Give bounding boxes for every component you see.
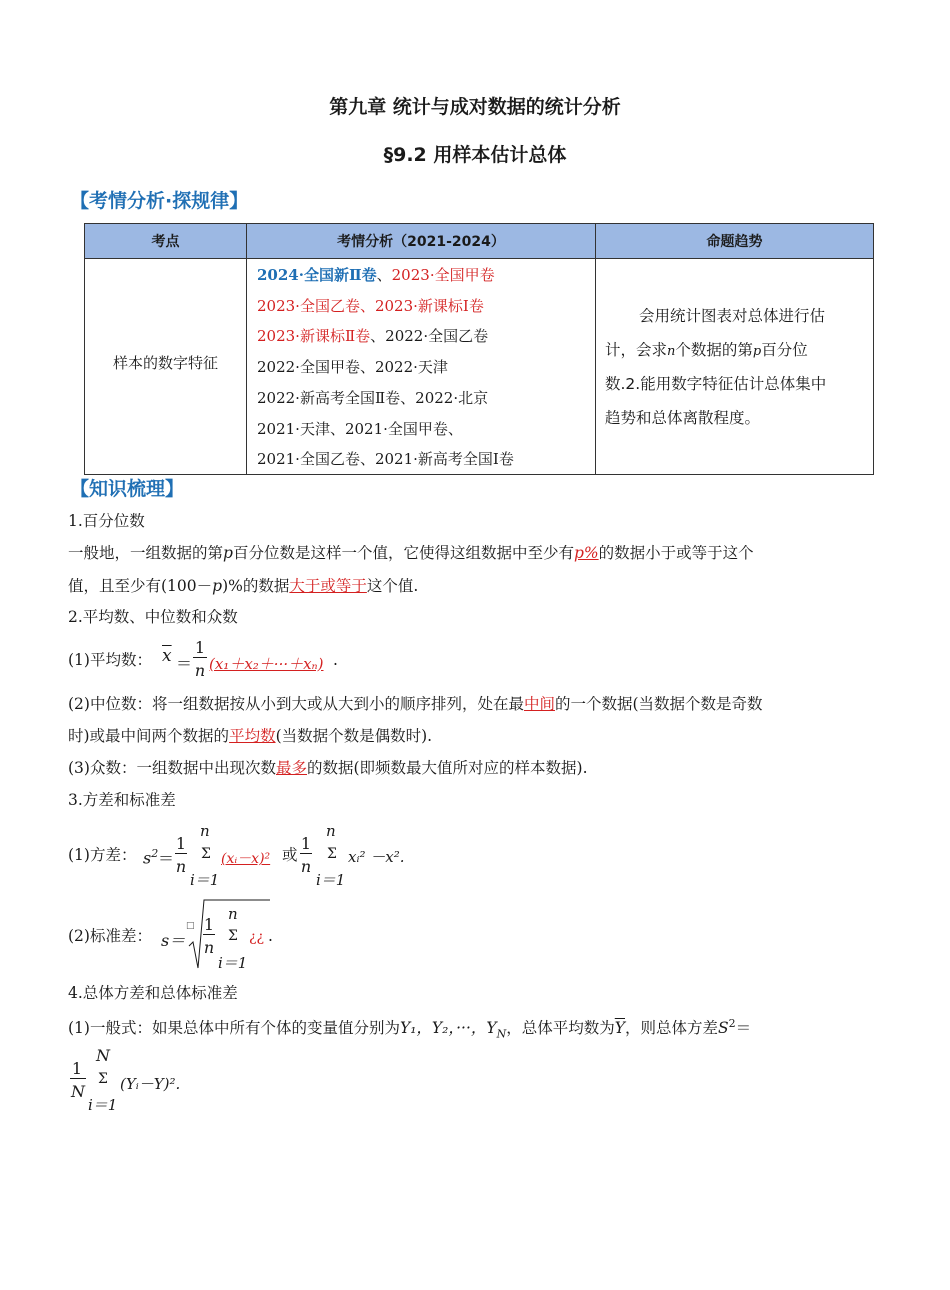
answer-p-percent: p%: [573, 544, 599, 562]
text: (1)一般式：如果总体中所有个体的变量值分别为: [68, 1019, 400, 1038]
trend-line-2: [605, 338, 808, 360]
median-line-2: [68, 729, 432, 745]
exam-line-7: [257, 448, 514, 469]
var-answer: (xᵢ－x)²: [221, 851, 271, 867]
sd-garbled: ¿¿: [249, 929, 265, 945]
text: 的数据小于或等于这个: [598, 544, 754, 562]
exam-line-3: [257, 325, 488, 346]
chapter-title: 第九章 统计与成对数据的统计分析: [329, 96, 621, 118]
exam-sep: 、: [359, 450, 375, 468]
exam-name: 2022·北京: [415, 389, 489, 407]
exam-sep: 、: [400, 389, 416, 407]
exam-name: 2023·新课标Ⅱ卷: [257, 327, 371, 345]
text: 值，且至少有(100－: [68, 577, 213, 595]
table-row: [85, 259, 874, 475]
analysis-heading: 【考情分析·探规律】: [70, 190, 249, 212]
text: )%的数据: [222, 577, 290, 595]
exam-sep: 、: [359, 358, 375, 376]
trend-line-3: 数.2.能用数字特征估计总体集中: [605, 375, 827, 393]
s1-line-1: [68, 546, 754, 562]
exam-sep: 、: [370, 327, 386, 345]
mean-eq: ＝: [176, 654, 193, 673]
exam-line-4: [257, 356, 448, 377]
pop-frac-num: 1: [71, 1059, 83, 1078]
mean-frac-line: [193, 657, 207, 658]
var-s: $s^2$: [143, 847, 159, 868]
var2-sum-upper: n: [326, 822, 336, 840]
col-analysis-header: 考情分析（2021-2024）: [247, 224, 596, 259]
exam-name: 2024·全国新Ⅱ卷: [257, 266, 377, 284]
trend-var-p: p: [752, 344, 762, 359]
exam-cell: [247, 259, 596, 475]
pop-frac-den: N: [71, 1082, 85, 1101]
var2-tail: xᵢ² －x².: [348, 848, 405, 866]
sd-frac-num: 1: [203, 915, 215, 934]
topic-text: 样本的数字特征: [112, 354, 218, 372]
trend-var-n: n: [667, 344, 676, 359]
table-header-row: [85, 224, 874, 259]
sd-sum-lower: i＝1: [218, 954, 248, 972]
s3-title: 3.方差和标准差: [68, 791, 176, 809]
sd-end: .: [268, 927, 273, 945]
pop-ybar: $\overline{Y}$: [614, 1019, 625, 1038]
pop-values: Y₁，Y₂，···，Y: [399, 1019, 497, 1038]
var-frac-den: n: [175, 857, 187, 876]
answer-most: 最多: [275, 759, 307, 777]
topic-cell: [85, 259, 247, 475]
exam-name: 2022·天津: [374, 358, 448, 376]
text: 时)或最中间两个数据的: [68, 727, 230, 745]
text: (当数据个数是偶数时).: [275, 727, 433, 745]
sd-s: s＝: [161, 931, 186, 950]
mean-xbar: $\overline{x}$: [162, 646, 172, 666]
exam-line-1: [257, 264, 495, 285]
sigma-icon: Σ: [327, 846, 337, 862]
exam-name: 2022·全国甲卷: [257, 358, 360, 376]
var-sum-lower: i＝1: [190, 871, 220, 889]
s1-line-2: [68, 579, 418, 595]
exam-sep: 、: [376, 266, 392, 284]
text: 的数据(即频数最大值所对应的样本数据).: [306, 759, 588, 777]
sd-label: (2)标准差：: [68, 927, 152, 945]
pop-body: (Yᵢ－Y)².: [120, 1075, 181, 1093]
median-line-1: [68, 697, 763, 713]
var2-sum-lower: i＝1: [316, 871, 346, 889]
pop-S: S: [718, 1019, 729, 1038]
mean-frac-den: n: [194, 661, 206, 680]
var-frac-num: 1: [175, 834, 187, 853]
pop-frac-line: [70, 1078, 86, 1079]
var2-frac-line: [300, 853, 312, 854]
exam-name: 2022·新高考全国Ⅱ卷: [257, 389, 401, 407]
trend-text: 计，会求: [605, 341, 668, 359]
section-title: §9.2 用样本估计总体: [383, 144, 567, 166]
var-frac-line: [175, 853, 187, 854]
mean-frac-num: 1: [194, 638, 206, 657]
exam-name: 2022·全国乙卷: [385, 327, 489, 345]
sd-frac-line: [203, 934, 215, 935]
exam-sep: 、: [359, 297, 375, 315]
sd-frac-den: n: [203, 938, 215, 957]
trend-cell: [596, 259, 874, 475]
pop-sum-lower: i＝1: [88, 1096, 118, 1114]
text: 一般地，一组数据的第: [68, 544, 224, 562]
trend-line-1: 会用统计图表对总体进行估: [639, 307, 826, 325]
var-label: (1)方差：: [68, 846, 137, 864]
sigma-icon: Σ: [228, 928, 238, 944]
analysis-table: [84, 223, 874, 475]
text: ，则总体方差: [625, 1019, 719, 1038]
var-p: p: [212, 577, 223, 595]
answer-average: 平均数: [229, 727, 276, 745]
s1-title: 1.百分位数: [68, 512, 145, 530]
exam-line-2: [257, 295, 484, 316]
trend-text: 百分位: [761, 341, 808, 359]
answer-middle: 中间: [523, 695, 555, 713]
mean-label: (1)平均数：: [68, 651, 152, 669]
var-sum-upper: n: [200, 822, 210, 840]
col-trend-header: 命题趋势: [596, 224, 874, 259]
var2-frac-den: n: [300, 857, 312, 876]
trend-text: 个数据的第: [675, 341, 753, 359]
var-p: p: [223, 544, 233, 562]
mean-end: .: [333, 651, 338, 669]
text: (3)众数：一组数据中出现次数: [68, 759, 276, 777]
exam-name: 2023·全国甲卷: [391, 266, 495, 284]
text: ＝: [735, 1019, 752, 1038]
trend-line-4: 趋势和总体离散程度。: [605, 409, 761, 427]
col-topic-header: 考点: [85, 224, 247, 259]
exam-name: 2021·全国乙卷: [257, 450, 360, 468]
sigma-icon: Σ: [98, 1071, 108, 1087]
exam-line-5: [257, 387, 488, 408]
sigma-icon: Σ: [201, 846, 211, 862]
sd-sum-upper: n: [228, 905, 238, 923]
pop-sub-n: N: [496, 1027, 507, 1041]
text: ，总体平均数为: [506, 1019, 615, 1038]
exam-name: 2021·新高考全国Ⅰ卷: [374, 450, 514, 468]
exam-name: 2023·新课标Ⅰ卷: [374, 297, 484, 315]
answer-geq: 大于或等于: [289, 577, 367, 595]
exam-name: 2023·全国乙卷: [257, 297, 360, 315]
exam-line-6: [257, 418, 463, 439]
mode-line: [68, 761, 588, 777]
exam-name: 2021·天津: [257, 420, 330, 438]
text: 这个值.: [366, 577, 419, 595]
text: 百分位数是这样一个值，它使得这组数据中至少有: [232, 544, 574, 562]
knowledge-heading: 【知识梳理】: [70, 478, 185, 500]
var-eq: ＝: [158, 849, 175, 868]
s2-title: 2.平均数、中位数和众数: [68, 608, 238, 626]
var2-frac-num: 1: [300, 834, 312, 853]
var-s-letter: s: [143, 848, 152, 868]
exam-sep: 、: [329, 420, 345, 438]
text: 的一个数据(当数据个数是奇数: [554, 695, 763, 713]
pop-line-1: (1)一般式：如果总体中所有个体的变量值分别为Y₁，Y₂，···，$Y_N$，总体平均数为$\overline{Y}$，则总体方差$S^2=$: [68, 1017, 752, 1041]
var-or: 或: [282, 846, 298, 864]
pop-sum-upper: N: [96, 1046, 110, 1065]
text: (2)中位数：将一组数据按从小到大或从大到小的顺序排列，处在最: [68, 695, 524, 713]
sd-box: □: [186, 921, 195, 931]
s4-title: 4.总体方差和总体标准差: [68, 984, 238, 1002]
mean-answer: (x₁＋x₂＋···＋xₙ): [209, 655, 324, 673]
exam-name: 2021·全国甲卷、: [344, 420, 463, 438]
